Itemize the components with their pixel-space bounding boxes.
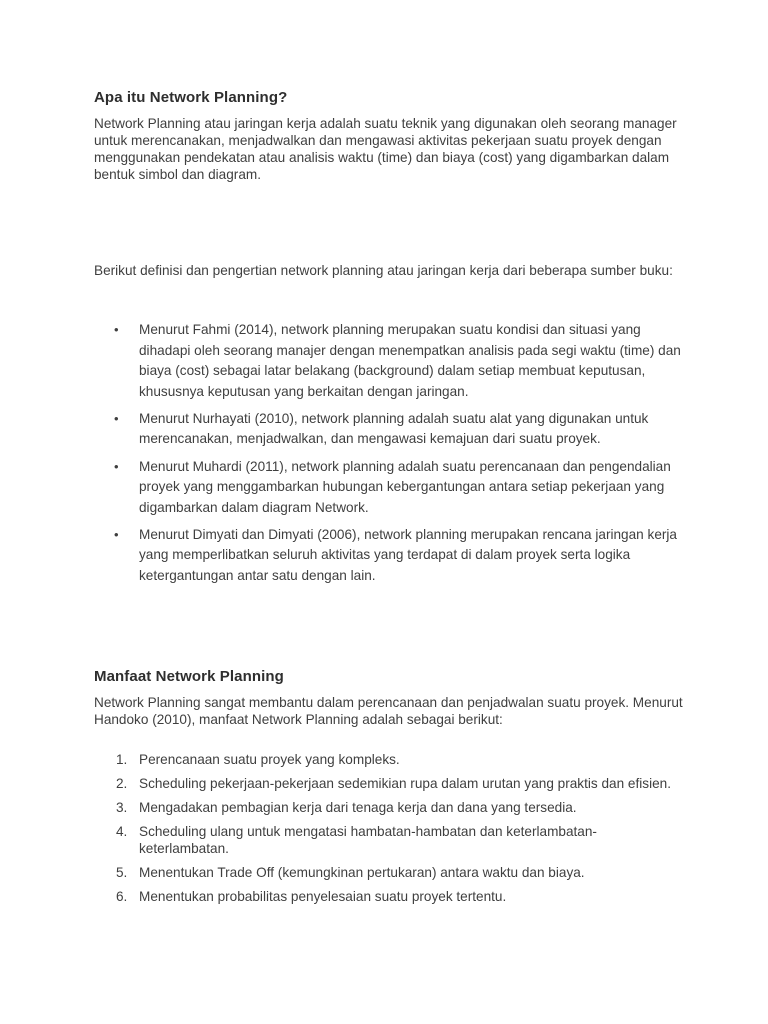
- definitions-intro-paragraph: Berikut definisi dan pengertian network planning atau jaringan kerja dari beberapa sumber buku:: [94, 263, 673, 278]
- list-item: [94, 751, 684, 768]
- definitions-list: [94, 320, 684, 593]
- list-item-text: Mengadakan pembagian kerja dari tenaga kerja dan dana yang tersedia.: [139, 800, 577, 815]
- list-item: [94, 775, 684, 792]
- bullet-icon: •: [114, 526, 119, 542]
- list-number: 2.: [116, 776, 128, 791]
- bullet-icon: •: [114, 410, 119, 426]
- benefits-intro-paragraph: Network Planning sangat membantu dalam perencanaan dan penjadwalan suatu proyek. Menurut Handoko (2010), manfaat Network Planning adalah sebagai berikut:: [94, 695, 683, 727]
- bullet-icon: •: [114, 458, 119, 474]
- list-item: [94, 525, 684, 587]
- list-item-text: Menentukan probabilitas penyelesaian suatu proyek tertentu.: [139, 889, 507, 904]
- section-heading-network-planning: Apa itu Network Planning?: [94, 89, 288, 106]
- list-item-text: Scheduling ulang untuk mengatasi hambatan-hambatan dan keterlambatan-keterlambatan.: [139, 824, 597, 856]
- list-item: [94, 888, 684, 905]
- list-item: [94, 823, 684, 857]
- list-item-text: Menurut Nurhayati (2010), network planning adalah suatu alat yang digunakan untuk merencanakan, menjadwalkan, dan mengawasi kemajuan dari suatu proyek.: [139, 410, 649, 447]
- list-item: [94, 320, 684, 402]
- list-number: 6.: [116, 889, 128, 904]
- list-item: [94, 799, 684, 816]
- list-item: [94, 864, 684, 881]
- definition-paragraph: Network Planning atau jaringan kerja adalah suatu teknik yang digunakan oleh seorang manager untuk merencanakan, menjadwalkan dan mengawasi aktivitas pekerjaan suatu proyek dengan menggunakan pendekatan atau analisis waktu (time) dan biaya (cost) yang digambarkan dalam bentuk simbol dan diagram.: [94, 116, 677, 182]
- list-item-text: Perencanaan suatu proyek yang kompleks.: [139, 752, 400, 767]
- list-item-text: Menurut Dimyati dan Dimyati (2006), network planning merupakan rencana jaringan kerja yang memperlibatkan seluruh aktivitas yang terdapat di dalam proyek serta logika ketergantungan antar satu dengan lain.: [139, 526, 677, 584]
- list-item-text: Menurut Muhardi (2011), network planning adalah suatu perencanaan dan pengendalian proyek yang menggambarkan hubungan kebergantungan antara setiap pekerjaan yang digambarkan dalam diagram Network.: [139, 458, 671, 515]
- section-heading-manfaat: Manfaat Network Planning: [94, 668, 284, 685]
- list-number: 4.: [116, 824, 128, 839]
- list-item-text: Scheduling pekerjaan-pekerjaan sedemikian rupa dalam urutan yang praktis dan efisien.: [139, 776, 671, 791]
- list-number: 5.: [116, 865, 128, 880]
- list-item: [94, 457, 684, 519]
- benefits-list: [94, 751, 684, 912]
- list-number: 1.: [116, 752, 128, 767]
- list-item: [94, 409, 684, 450]
- bullet-icon: •: [114, 322, 119, 337]
- list-item-text: Menurut Fahmi (2014), network planning merupakan suatu kondisi dan situasi yang dihadapi oleh seorang manajer dengan menempatkan analisis pada segi waktu (time) dan biaya (cost) sebagai latar belakang (background) dalam setiap membuat keputusan, khususnya keputusan yang berkaitan dengan jaringan.: [139, 322, 681, 399]
- list-item-text: Menentukan Trade Off (kemungkinan pertukaran) antara waktu dan biaya.: [139, 865, 585, 880]
- list-number: 3.: [116, 800, 128, 815]
